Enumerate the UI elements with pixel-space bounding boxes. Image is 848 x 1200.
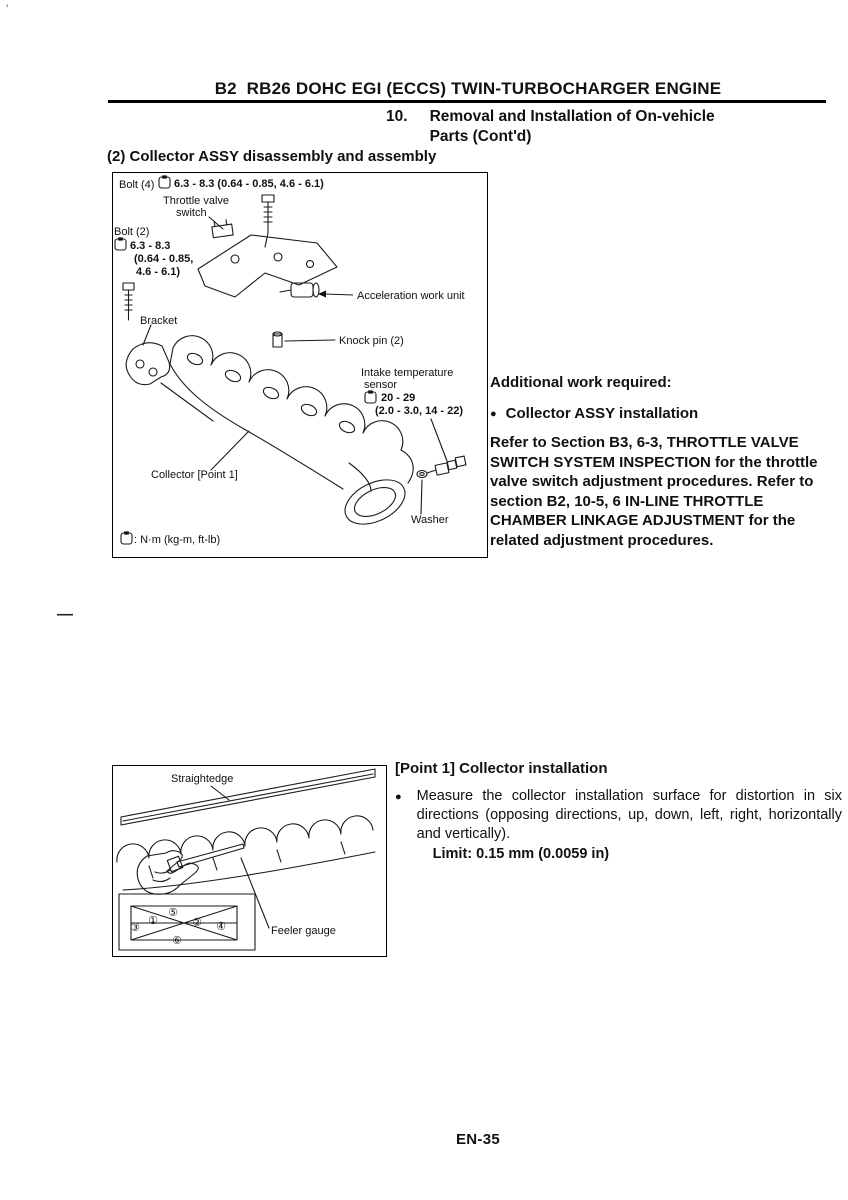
section-heading [386,107,715,147]
point1-text [417,787,842,864]
label-bracket: Bracket [140,315,178,327]
engine-surface-drawing [117,816,375,890]
figure-collector-assembly [112,172,488,558]
point1-limit: Limit: 0.15 mm (0.0059 in) [432,846,610,862]
additional-work-body: Refer to Section B3, 6-3, THROTTLE VALVE SWITCH SYSTEM INSPECTION for the throttle valve switch adjustment procedures. Refer to section B2, 10-5, 6 IN-LINE THROTTLE CHAMBER LINKAGE ADJUSTMENT for the related adjustment procedures. [490,434,818,549]
additional-work-section [490,374,826,550]
label-straightedge: Straightedge [171,773,234,785]
point1-body: Measure the collector installation surface for distortion in six directions (opposing directions, up, down, left, right, horizontally and vertically). [416,788,842,842]
label-collector: Collector [Point 1] [151,469,238,481]
direction-circle-6: ⑥ [172,935,182,947]
header-rule [108,100,826,103]
additional-work-title: Additional work required: [490,374,672,391]
bullet-icon: ● [490,408,497,420]
collector-assembly-diagram [113,173,487,557]
label-knock-pin: Knock pin (2) [339,335,404,347]
section-title-line1: Removal and Installation of On-vehicle [429,108,715,125]
direction-circle-5: ⑤ [168,907,178,919]
label-throttle-valve-switch-1: Throttle valve [163,195,230,207]
label-bolt2-torque-1: 6.3 - 8.3 [130,240,171,252]
subsection-heading: (2) Collector ASSY disassembly and assembly [107,148,437,165]
label-feeler-gauge: Feeler gauge [271,925,336,937]
label-bolt2: Bolt (2) [114,226,150,238]
label-washer: Washer [411,514,449,526]
label-intake-sensor-1: Intake temperature [361,367,454,379]
label-acceleration-work-unit: Acceleration work unit [357,290,465,302]
intake-temperature-sensor-drawing [417,419,466,514]
torque-icon-legend [121,531,132,544]
torque-icon-bolt2 [115,237,126,250]
section-title [430,107,715,147]
section-title-line2: Parts (Cont'd) [429,128,532,145]
point1-bullet-item [395,787,842,864]
label-intake-torque-1: 20 - 29 [381,392,416,404]
margin-dash-mark: — [57,606,73,623]
label-intake-sensor-2: sensor [364,379,398,391]
acceleration-work-unit-arrow [318,291,353,298]
additional-work-bullet-text: Collector ASSY installation [505,405,699,422]
straightedge-drawing [121,769,375,825]
direction-circle-4: ④ [216,921,226,933]
collector-drawing [170,336,416,533]
torque-icon-intake-sensor [365,390,376,403]
label-bolt4-torque: 6.3 - 8.3 (0.64 - 0.85, 4.6 - 6.1) [174,178,324,190]
label-bolt4: Bolt (4) [119,179,155,191]
knock-pin-drawing [273,332,335,347]
label-intake-torque-2: (2.0 - 3.0, 14 - 22) [375,405,464,417]
bracket-drawing [126,325,213,421]
page-header-title: B2 RB26 DOHC EGI (ECCS) TWIN-TURBOCHARGER ENGINE [214,79,722,98]
direction-circle-1: ① [148,915,158,927]
hand-drawing [137,851,198,895]
figure-distortion-measurement [112,765,387,957]
additional-work-bullet-item [490,405,826,424]
diagram-linework [123,195,466,533]
scan-artifact-tick: ' [6,2,9,16]
direction-circle-3: ③ [130,922,140,934]
point1-title: [Point 1] Collector installation [395,760,608,777]
bullet-icon: ● [395,791,402,803]
distortion-measurement-diagram [113,766,386,956]
label-bolt2-torque-2: (0.64 - 0.85, [134,253,194,265]
label-torque-legend: : N·m (kg-m, ft-lb) [134,534,221,546]
bolt-2-drawing [123,283,134,320]
torque-icon-bolt4 [159,175,170,188]
point1-section [395,760,842,864]
label-throttle-valve-switch-2: switch [176,207,207,219]
page-number: EN-35 [455,1131,501,1148]
direction-circle-2: ② [192,917,202,929]
bolt-4-drawing [262,195,274,247]
label-bolt2-torque-3: 4.6 - 6.1) [136,266,181,278]
section-number: 10. [386,108,408,125]
